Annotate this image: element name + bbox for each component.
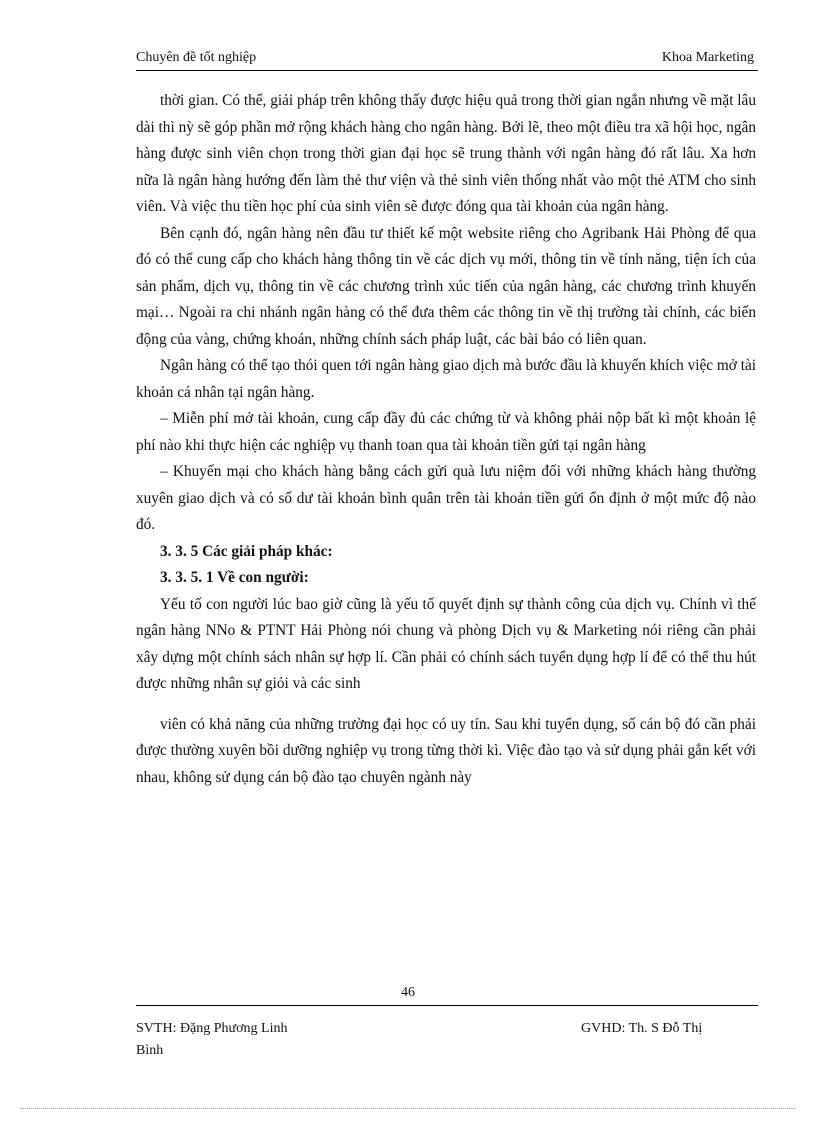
paragraph-3: Ngân hàng có thể tạo thói quen tới ngân hàng giao dịch mà bước đầu là khuyến khích việc mở tài khoản cá nhân tại ngân hàng. <box>136 357 756 401</box>
paragraph-1: thời gian. Có thể, giải pháp trên không thấy được hiệu quả trong thời gian ngắn nhưng về mặt lâu dài thì nỳ sẽ góp phần mở rộng khách hàng cho ngân hàng. Bởi lẽ, theo một điều tra xã hội học, ngân hàng được sinh viên chọn trong thời gian đại học sẽ trung thành với ngân hàng đó rất lâu. Xa hơn nữa là ngân hàng hướng đến làm thẻ thư viện và thẻ sinh viên thống nhất vào một thẻ ATM cho sinh viên. Và việc thu tiền học phí của sinh viên sẽ được đóng qua tài khoản của ngân hàng. <box>136 92 756 215</box>
header-course-title: Chuyên đề tốt nghiệp <box>136 50 257 65</box>
paragraph-4: Yếu tố con người lúc bao giờ cũng là yếu tố quyết định sự thành công của dịch vụ. Chính vì thế ngân hàng NNo & PTNT Hải Phòng nói chung và phòng Dịch vụ & Marketing nói riêng cần phải xây dựng một chính sách nhân sự hợp lí. Cần phải có chính sách tuyển dụng hợp lí để có thể thu hút được những nhân sự giỏi và các sinh <box>136 595 756 692</box>
bullet-item-2: – Khuyến mại cho khách hàng bằng cách gửi quà lưu niệm đối với những khách hàng thường xuyên giao dịch và có số dư tài khoản bình quân trên tài khoản tiền gửi ổn định ở một mức độ nào đó. <box>136 463 756 533</box>
footer-divider <box>136 1005 758 1006</box>
bullet-item-1: – Miễn phí mở tài khoản, cung cấp đầy đủ các chứng từ và không phải nộp bất kì một khoản lệ phí nào khi thực hiện các nghiệp vụ thanh toan qua tài khoản tiền gửi tại ngân hàng <box>136 410 756 454</box>
page-edge-line <box>20 1108 796 1109</box>
section-heading: 3. 3. 5 Các giải pháp khác: <box>160 542 333 560</box>
paragraph-2: Bên cạnh đó, ngân hàng nên đầu tư thiết kế một website riêng cho Agribank Hải Phòng để qua đó có thể cung cấp cho khách hàng thông tin về các dịch vụ mới, thông tin về tính năng, tiện ích của sản phẩm, dịch vụ, thông tin về các chương trình xúc tiến của ngân hàng, các chương trình khuyến mại… Ngoài ra chi nhánh ngân hàng có thể đưa thêm các thông tin về thị trường tài chính, các biến động của vàng, chứng khoán, những chính sách pháp luật, các bài báo có liên quan. <box>136 224 756 348</box>
paragraph-5: viên có khả năng của những trường đại học có uy tín. Sau khi tuyển dụng, số cán bộ đó cần phải được thường xuyên bồi dưỡng nghiệp vụ trong từng thời kì. Việc đào tạo và sử dụng phải gắn kết với nhau, không sử dụng cán bộ đào tạo chuyên ngành này <box>136 715 756 786</box>
subsection-heading: 3. 3. 5. 1 Về con người: <box>160 569 309 586</box>
document-body <box>136 88 756 791</box>
header-divider <box>136 70 758 71</box>
page-header <box>136 48 756 70</box>
paragraph-gap <box>136 698 756 712</box>
header-department: Khoa Marketing <box>661 50 754 65</box>
footer-advisor: GVHD: Th. S Đỗ Thị <box>581 1021 703 1036</box>
page-number: 46 <box>401 985 415 1000</box>
footer-advisor-continued: Bình <box>136 1043 164 1058</box>
footer-student: SVTH: Đặng Phương Linh <box>136 1021 288 1036</box>
